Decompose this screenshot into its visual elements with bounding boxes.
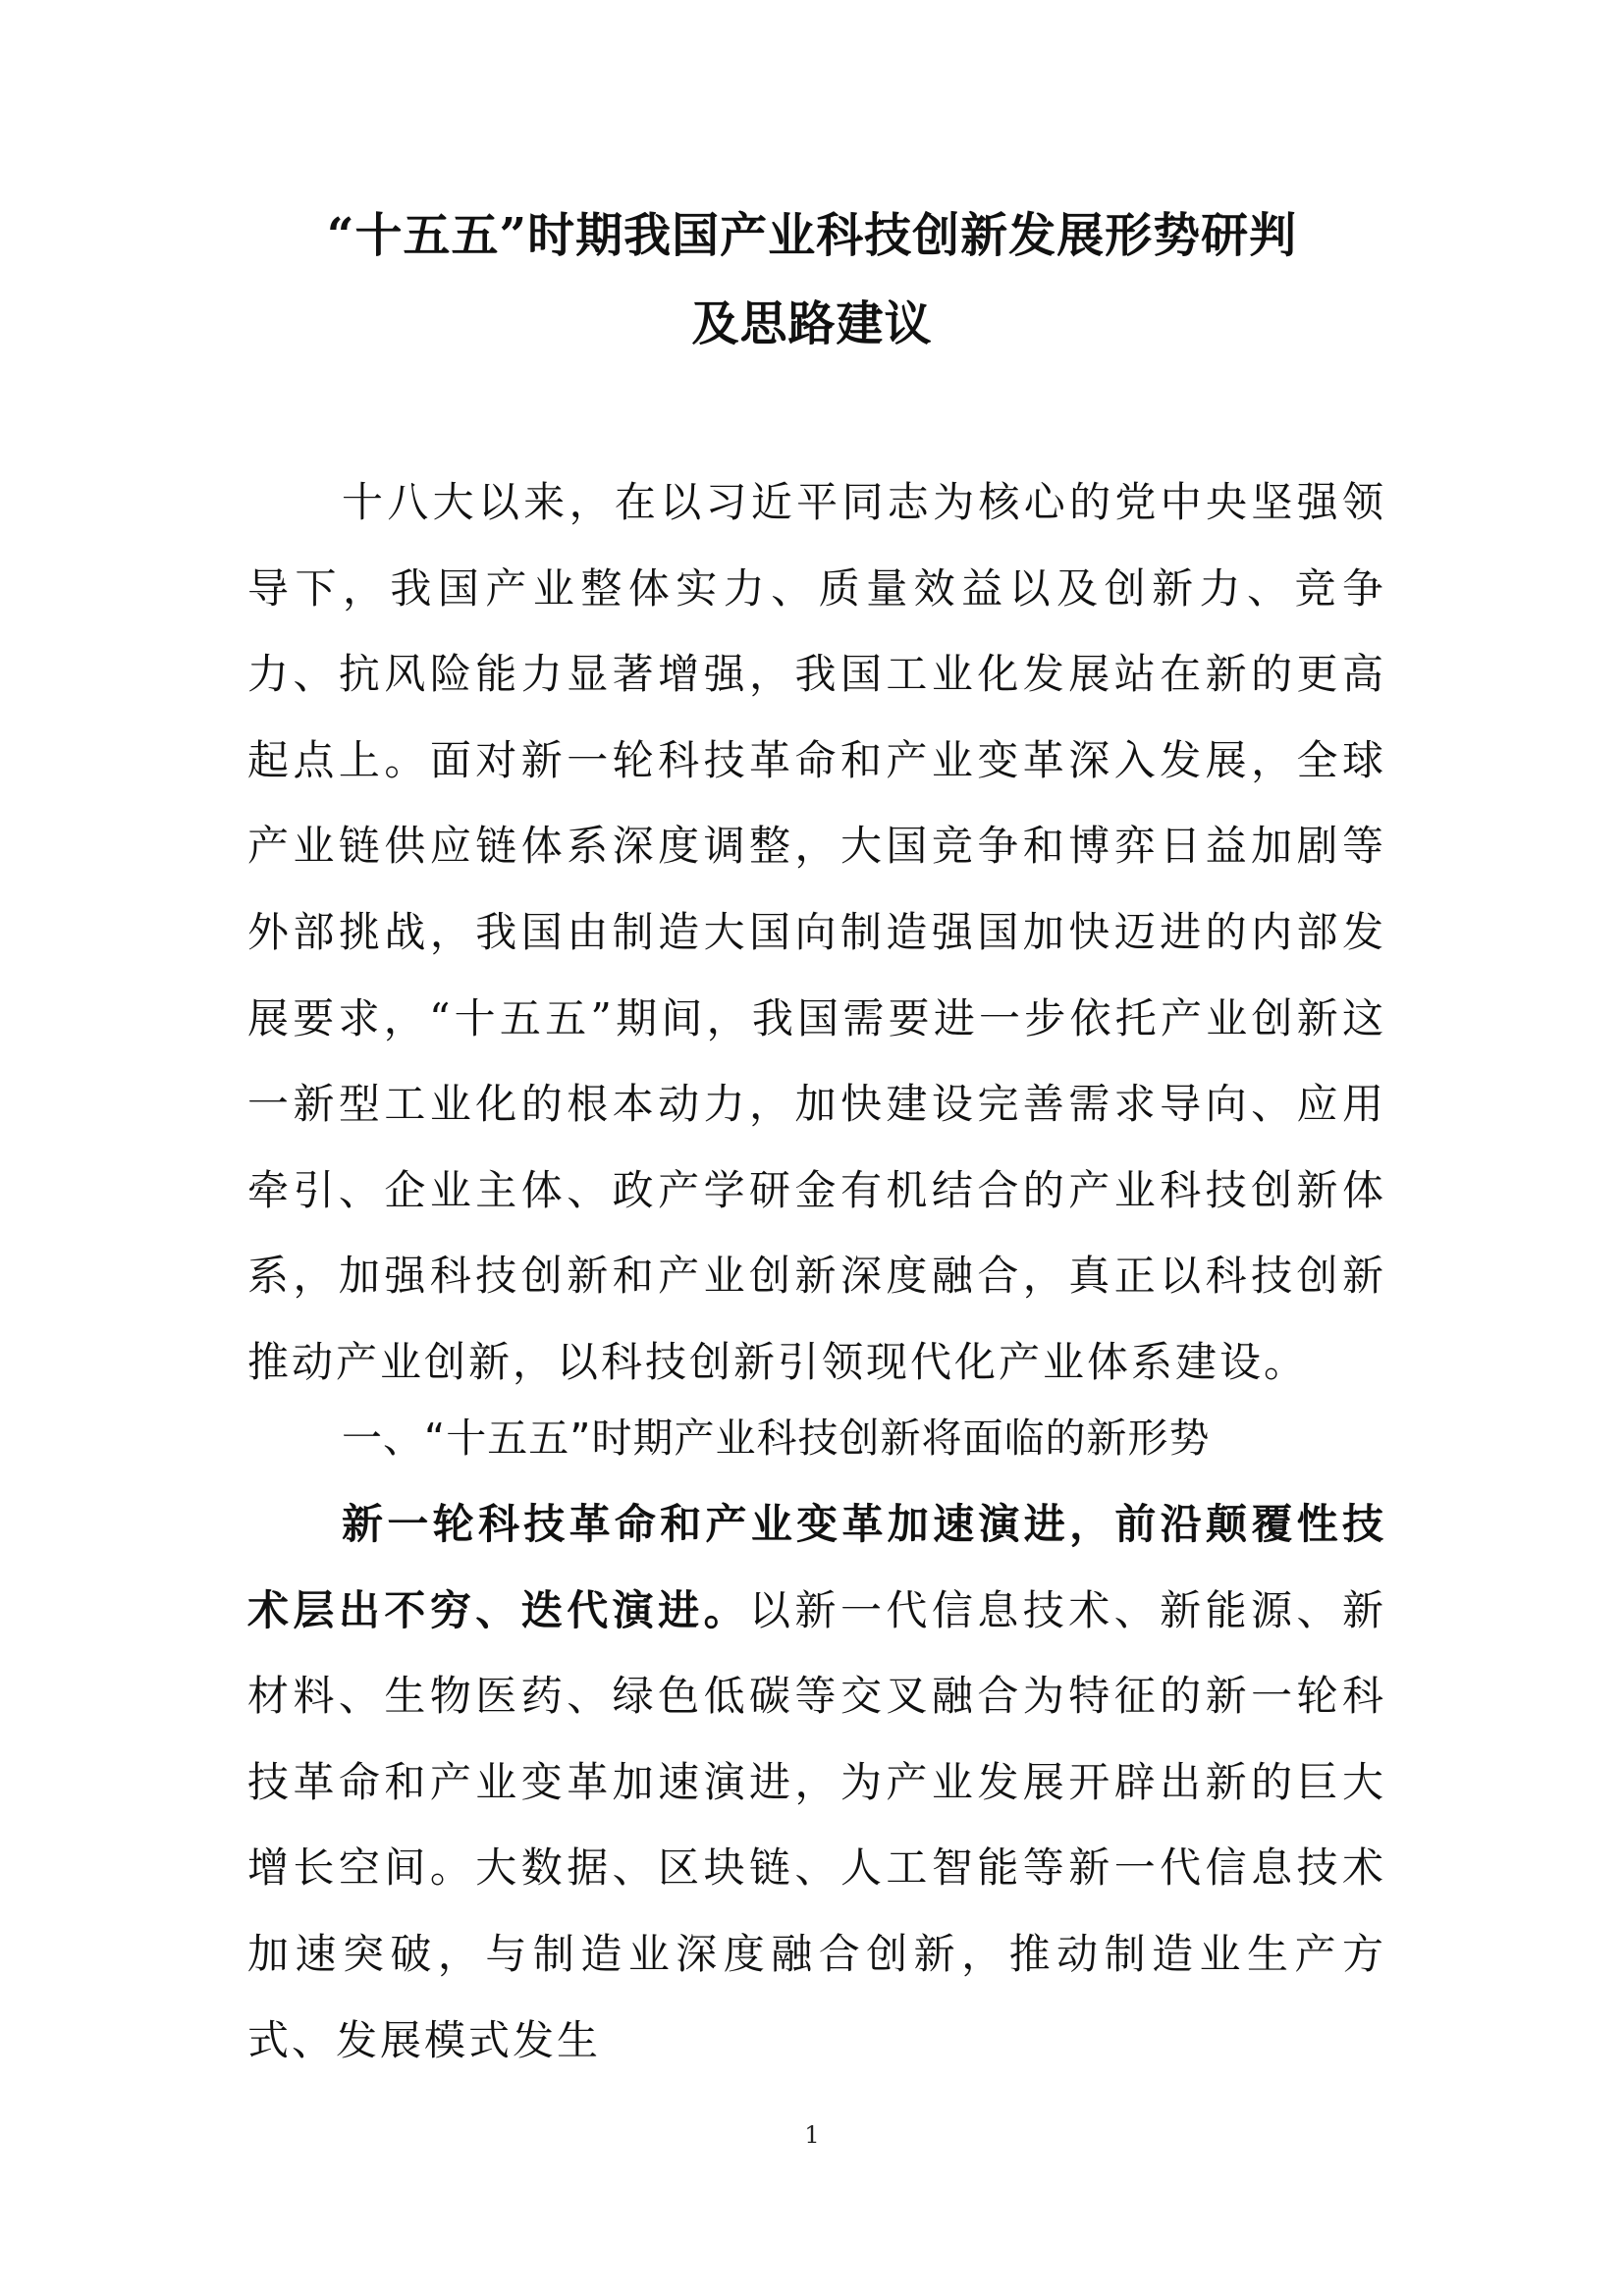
document-title-line-2: 及思路建议 [691, 296, 933, 351]
intro-paragraph: 十八大以来，在以习近平同志为核心的党中央坚强领导下，我国产业整体实力、质量效益以及创新力、竞争力、抗风险能力显著增强，我国工业化发展站在新的更高起点上。面对新一轮科技革命和产业变革深入发展，全球产业链供应链体系深度调整，大国竞争和博弈日益加剧等外部挑战，我国由制造大国向制造强国加快迈进的内部发展要求，“十五五”期间，我国需要进一步依托产业创新这一新型工业化的根本动力，加快建设完善需求导向、应用牵引、企业主体、政产学研金有机结合的产业科技创新体系，加强科技创新和产业创新深度融合，真正以科技创新推动产业创新，以科技创新引领现代化产业体系建设。 [247, 478, 1386, 1386]
section-paragraph-bold-lead: 新一轮科技革命和产业变革加速演进，前沿颠覆性技术层出不穷、迭代演进。 [247, 1500, 1386, 1634]
section-paragraph [247, 1481, 1386, 2083]
page-number: 1 [804, 2121, 820, 2149]
document-title-line-1: “十五五”时期我国产业科技创新发展形势研判 [326, 208, 1298, 263]
section-paragraph-text: 以新一代信息技术、新能源、新材料、生物医药、绿色低碳等交叉融合为特征的新一轮科技革命和产业变革加速演进，为产业发展开辟出新的巨大增长空间。大数据、区块链、人工智能等新一代信息技术加速突破，与制造业深度融合创新，推动制造业生产方式、发展模式发生 [247, 1585, 1386, 2064]
section-heading: 一、“十五五”时期产业科技创新将面临的新形势 [342, 1415, 1211, 1462]
